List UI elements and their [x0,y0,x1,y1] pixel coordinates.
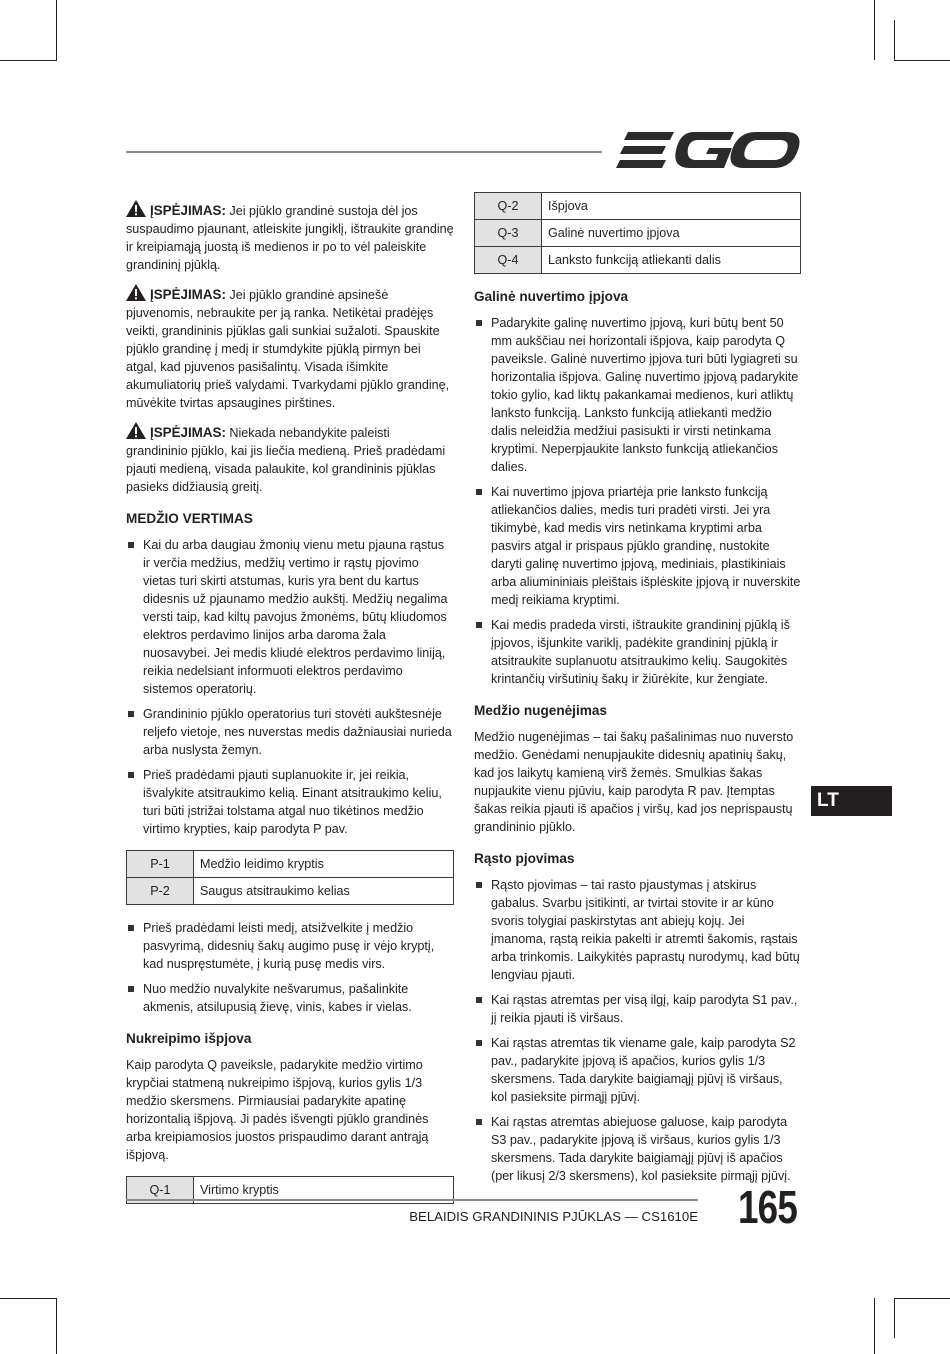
list-item: Rąsto pjovimas – tai rasto pjaustymas į atskirus gabalus. Svarbu įsitikinti, ar tvirtai stovite ir ar kūno svoris tolygiai paskirstytas ant abiejų kojų. Jei įmanoma, rąstą reikia pakelti ir atremti šakomis, rąstais arba trinkomis. Laikykitės paprastų nurodymų, kad būtų lengviau pjauti. [474,876,801,984]
list-item: Prieš pradėdami pjauti suplanuokite ir, jei reikia, išvalykite atsitraukimo kelią. Einant atsitraukimo keliu, turi būti įstrižai tolstama atgal nuo tikėtinos medžio virtimo krypties, kaip parodyta P pav. [126,766,454,838]
table-value: Galinė nuvertimo įpjova [542,220,801,247]
warning-text: Jei pjūklo grandinė apsinešė pjuvenomis, nebraukite per ją ranka. Netikėtai pradėjęs veikti, grandininis pjūklas gali sunkiai sužaloti. Spauskite pjūklo grandinę į medį ir stumdykite pjūklą pirmyn bei atgal, kad pjuvenos pasišalintų. Visada išimkite akumuliatorių prieš valydami. Tvarkydami pjūklo grandinę, mūvėkite tvirtas apsaugines pirštines. [126,288,450,410]
warning-label: ĮSPĖJIMAS: [150,203,226,218]
footer-title: BELAIDIS GRANDININIS PJŪKLAS — CS1610E [409,1209,698,1224]
language-tab: LT [811,786,892,816]
table-value: Lanksto funkciją atliekanti dalis [542,247,801,274]
table-key: Q-1 [127,1177,194,1204]
q-table [474,192,801,274]
crop-mark [894,60,950,61]
list-item: Kai du arba daugiau žmonių vienu metu pjauna rąstus ir verčia medžius, medžių vertimo ir rąstų pjovimo vietas turi skirti atstumas, kuris yra bent du kartus didesnis už pjaunamo medžio aukštį. Medžių negalima versti taip, kad kiltų pavojus žmonėms, būtų kliudomos elektros perdavimo linijos arba daroma žala nuosavybei. Jei medis kliudė elektros perdavimo liniją, reikia nedelsiant informuoti elektros perdavimo sistemos operatorių. [126,536,454,698]
warning-triangle-icon [126,284,146,301]
section-heading-limbing: Medžio nugenėjimas [474,703,607,718]
warning-paragraph [126,200,454,274]
warning-triangle-icon [126,200,146,217]
warning-label: ĮSPĖJIMAS: [150,287,226,302]
table-value: Virtimo kryptis [194,1177,454,1204]
list-item: Kai rąstas atremtas per visą ilgį, kaip parodyta S1 pav., jį reikia pjauti iš viršaus. [474,991,801,1027]
bucking-list [474,876,801,1185]
list-item: Kai medis pradeda virsti, ištraukite grandininį pjūklą iš įpjovos, išjunkite variklį, padėkite grandininį pjūklą ir atsitraukite suplanuotu atsitraukimo kelių. Saugokitės krintančių viršutinių šakų ir žiūrėkite, kur žengiate. [474,616,801,688]
section-heading-felling: MEDŽIO VERTIMAS [126,511,253,526]
list-item: Prieš pradėdami leisti medį, atsižvelkite į medžio pasvyrimą, didesnių šakų augimo pusę ir vėjo kryptį, kad nuspręstumėte, į kurią pusę medis virs. [126,919,454,973]
section-heading-back-cut: Galinė nuvertimo įpjova [474,289,629,304]
limbing-text: Medžio nugenėjimas – tai šakų pašalinimas nuo nuversto medžio. Genėdami nenupjaukite didesnių apatinių šakų, kad jos laikytų kamieną virš žemės. Smulkias šakas nupjaukite vienu pjūviu, kaip parodyta R pav. Įtemptas šakas reikia pjauti iš apačios į viršų, kad jos neprispaustų grandininio pjūklo. [474,730,794,834]
table-value: Išpjova [542,193,801,220]
felling-list-2 [126,919,454,1016]
notch-text: Kaip parodyta Q paveiksle, padarykite medžio virtimo krypčiai statmeną nukreipimo išpjovą, kurios gylis 1/3 medžio skersmens. Pirmiausiai padarykite apatinę horizontalią išpjovą. Ji padės išvengti pjūklo grandinės arba kreipiamosios juostos prispaudimo darant antrąją išpjovą. [126,1058,429,1162]
list-item: Kai rąstas atremtas abiejuose galuose, kaip parodyta S3 pav., padarykite įpjovą iš viršaus, kurios gylis 1/3 skersmens. Tada darykite baigiamąjį pjūvį iš apačios (per likusį 2/3 skersmens), kol pasieksite pirmąjį pjūvį. [474,1113,801,1185]
table-row [127,851,454,878]
list-item: Kai rąstas atremtas tik viename gale, kaip parodyta S2 pav., padarykite įpjovą iš apačios, kurios gylis 1/3 skersmens. Tada darykite baigiamąjį pjūvį iš viršaus, kol pasieksite pirmąjį pjūvį. [474,1034,801,1106]
felling-list [126,536,454,838]
table-key: Q-2 [475,193,542,220]
table-row [475,193,801,220]
left-column [126,200,454,1218]
footer-rule [126,1199,698,1201]
table-row [127,878,454,905]
header-rule [126,151,602,153]
table-key: P-2 [127,878,194,905]
warning-text: Niekada nebandykite paleisti grandininio pjūklo, kai jis liečia medieną. Prieš pradėdami pjauti medieną, visada palaukite, kol grandininis pjūklas pasieks didžiausią greitį. [126,426,446,494]
logo-text: EGO [616,128,619,129]
right-column [474,192,801,1192]
crop-mark [874,1298,875,1354]
list-item: Grandininio pjūklo operatorius turi stovėti aukštesnėje reljefo vietoje, nes nuverstas medis dažniausiai nurieda arba nuslysta žemyn. [126,705,454,759]
warning-triangle-icon [126,422,146,439]
back-cut-list [474,314,801,688]
warning-text: Jei pjūklo grandinė sustoja dėl jos suspaudimo pjaunant, atleiskite jungiklį, ištraukite grandinę ir kreipiamąją juostą iš medienos ir po to vėl paleiskite grandininį pjūklą. [126,204,454,272]
list-item: Padarykite galinę nuvertimo įpjovą, kuri būtų bent 50 mm aukščiau nei horizontali išpjova, kaip parodyta Q paveiksle. Galinė nuvertimo įpjova turi būti lygiagreti su horizontalia išpjova. Galinę nuvertimo įpjovą padarykite tokio gylio, kad liktų pakankamai medienos, kuri atliktų lanksto funkciją. Lanksto funkciją atliekanti medžio dalis neleidžia medžiui pasisukti ir virsti netinkama kryptimi. Neperpjaukite lanksto funkciją atliekančios dalies. [474,314,801,476]
crop-mark [56,1298,57,1354]
warning-paragraph [126,284,454,412]
crop-mark [0,1298,57,1299]
table-key: P-1 [127,851,194,878]
list-item: Kai nuvertimo įpjova priartėja prie lanksto funkciją atliekančios dalies, medis turi pradėti virsti. Jei yra tikimybė, kad medis virs netinkama kryptimi arba pasvirs atgal ir prispaus pjūklo grandinę, nustokite daryti galinę nuvertimo įpjovą, mediniais, plastikiniais arba aliumininiais pleištais išplėskite įpjovą ir nuverskite medį reikiama kryptimi. [474,483,801,609]
table-key: Q-4 [475,247,542,274]
crop-mark [894,20,895,60]
table-row [475,220,801,247]
table-value: Medžio leidimo kryptis [194,851,454,878]
ego-logo [616,128,800,172]
section-heading-notch: Nukreipimo išpjova [126,1031,252,1046]
list-item: Nuo medžio nuvalykite nešvarumus, pašalinkite akmenis, atsilupusią žievę, vinis, kabes ir vielas. [126,980,454,1016]
table-row [475,247,801,274]
crop-mark [56,0,57,60]
section-heading-bucking: Rąsto pjovimas [474,851,575,866]
table-key: Q-3 [475,220,542,247]
crop-mark [894,1298,950,1299]
crop-mark [0,60,57,61]
table-value: Saugus atsitraukimo kelias [194,878,454,905]
p-table [126,850,454,905]
page-number: 165 [738,1181,797,1233]
warning-paragraph [126,422,454,496]
crop-mark [874,0,875,60]
crop-mark [894,1298,895,1338]
warning-label: ĮSPĖJIMAS: [150,425,226,440]
